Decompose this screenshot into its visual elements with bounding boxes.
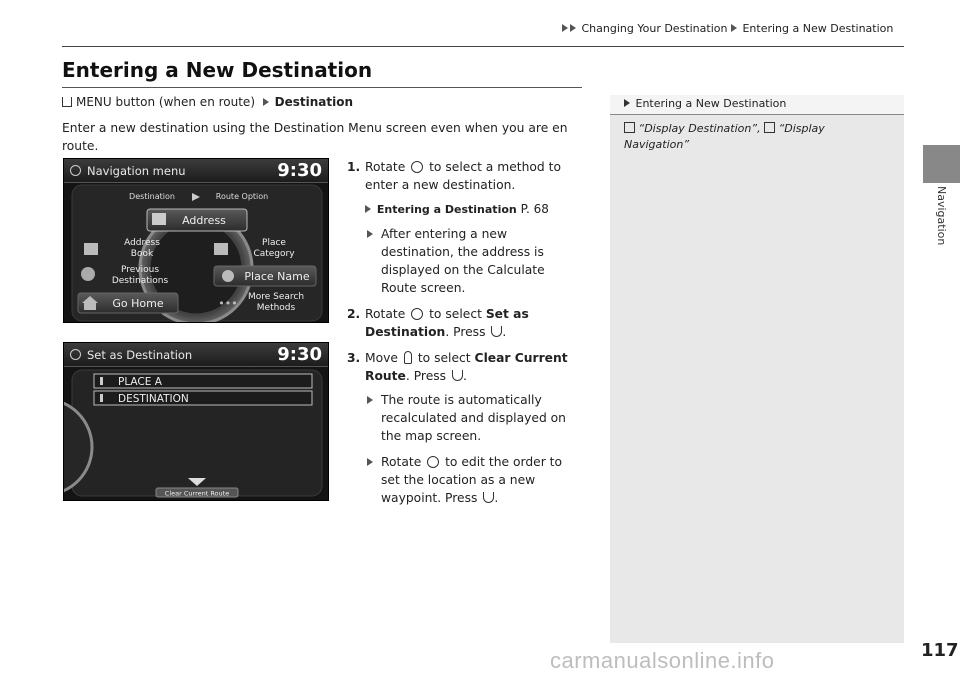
flag-icon (100, 377, 103, 385)
menu-item-previous-destinations: Previous Destinations (111, 265, 169, 286)
arrow-icon (263, 98, 269, 106)
arrow-icon (365, 205, 371, 213)
set-as-destination-screenshot (63, 342, 329, 501)
header-rule (62, 46, 904, 47)
cross-reference: Entering a Destination P. 68 (365, 200, 579, 219)
navigation-menu-screenshot (63, 158, 329, 323)
info-icon (70, 165, 81, 176)
step-2: 2. Rotate to select Set as Destination. Press . (347, 307, 529, 339)
waypoint-row-destination: DESTINATION (118, 393, 189, 405)
place-category-icon (214, 243, 228, 255)
place-name-icon (222, 270, 234, 282)
step-3-note-1: The route is automatically recalculated and displayed on the map screen. (365, 391, 579, 445)
nav-menu-graphic (64, 183, 329, 323)
arrow-icon (367, 458, 373, 466)
more-icon: ••• (218, 297, 238, 310)
clock: 9:30 (277, 344, 322, 365)
waypoint-row-place-a: PLACE A (118, 376, 162, 388)
menu-item-place-category: Place Category (253, 238, 295, 259)
sidebar-note (610, 95, 904, 643)
menu-item-address-book: Address Book (124, 238, 160, 259)
step-3: 3. Move to select Clear Current Route. Press . The route is automatically recalculated and displayed on the map screen. Rotate to edit the order to set the location as a new waypoint. Press . (347, 349, 579, 507)
clear-current-route-button: Clear Current Route (164, 489, 230, 498)
menu-path-prefix: MENU button (when en route) (76, 95, 255, 109)
menu-path (62, 95, 353, 109)
menu-path-target: Destination (274, 95, 354, 109)
tab-route-option: Route Option (215, 192, 269, 201)
note-marker-icon (624, 99, 630, 107)
voice-command-icon (624, 122, 635, 133)
arrow-icon (570, 24, 576, 32)
menu-button-icon (62, 97, 72, 107)
step-1: 1. Rotate to select a method to enter a new destination. Entering a Destination P. 68 After entering a new destination, the address is displayed on the Calculate Route screen. (347, 158, 579, 297)
screen-header (64, 343, 328, 367)
sidebar-heading: Entering a New Destination (610, 95, 904, 115)
address-icon (152, 213, 166, 225)
breadcrumb-part1: Changing Your Destination (581, 22, 728, 35)
move-dial-icon (404, 351, 412, 364)
arrow-icon (731, 24, 737, 32)
set-dest-graphic (64, 367, 329, 501)
sidebar-body: “Display Destination”, “Display Navigation” (624, 122, 825, 151)
enter-press-icon (452, 370, 463, 381)
screen-title: Set as Destination (87, 347, 193, 362)
clock: 9:30 (277, 160, 322, 181)
watermark: carmanualsonline.info (550, 648, 775, 673)
step-3-note-2: Rotate to edit the order to set the location as a new waypoint. Press . (365, 453, 579, 507)
arrow-icon (562, 24, 568, 32)
screen-title: Navigation menu (87, 163, 186, 178)
address-book-icon (84, 243, 98, 255)
flag-icon (100, 394, 103, 402)
steps-list (347, 158, 579, 515)
interface-dial-icon (427, 456, 439, 468)
enter-press-icon (483, 492, 494, 503)
info-icon (70, 349, 81, 360)
breadcrumb-part2: Entering a New Destination (742, 22, 894, 35)
menu-item-more-search: More Search Methods (247, 292, 305, 313)
voice-command-icon (764, 122, 775, 133)
previous-destinations-icon (81, 267, 95, 281)
menu-item-place-name: Place Name (244, 270, 310, 283)
arrow-icon (367, 230, 373, 238)
tab-destination: Destination (129, 192, 175, 201)
page-title: Entering a New Destination (62, 58, 373, 82)
intro-text: Enter a new destination using the Destination Menu screen even when you are en route. (62, 121, 568, 153)
arrow-icon (367, 396, 373, 404)
enter-press-icon (491, 326, 502, 337)
step-1-note: After entering a new destination, the address is displayed on the Calculate Route screen. (365, 225, 579, 297)
page-number: 117 (921, 640, 959, 661)
section-tab-label: Navigation (935, 186, 948, 246)
interface-dial-icon (411, 308, 423, 320)
breadcrumb (562, 22, 893, 35)
menu-item-address: Address (182, 214, 226, 227)
interface-dial-icon (411, 161, 423, 173)
title-rule (62, 87, 582, 88)
section-tab-marker (923, 145, 960, 183)
menu-item-go-home: Go Home (112, 297, 164, 310)
screen-header (64, 159, 328, 183)
